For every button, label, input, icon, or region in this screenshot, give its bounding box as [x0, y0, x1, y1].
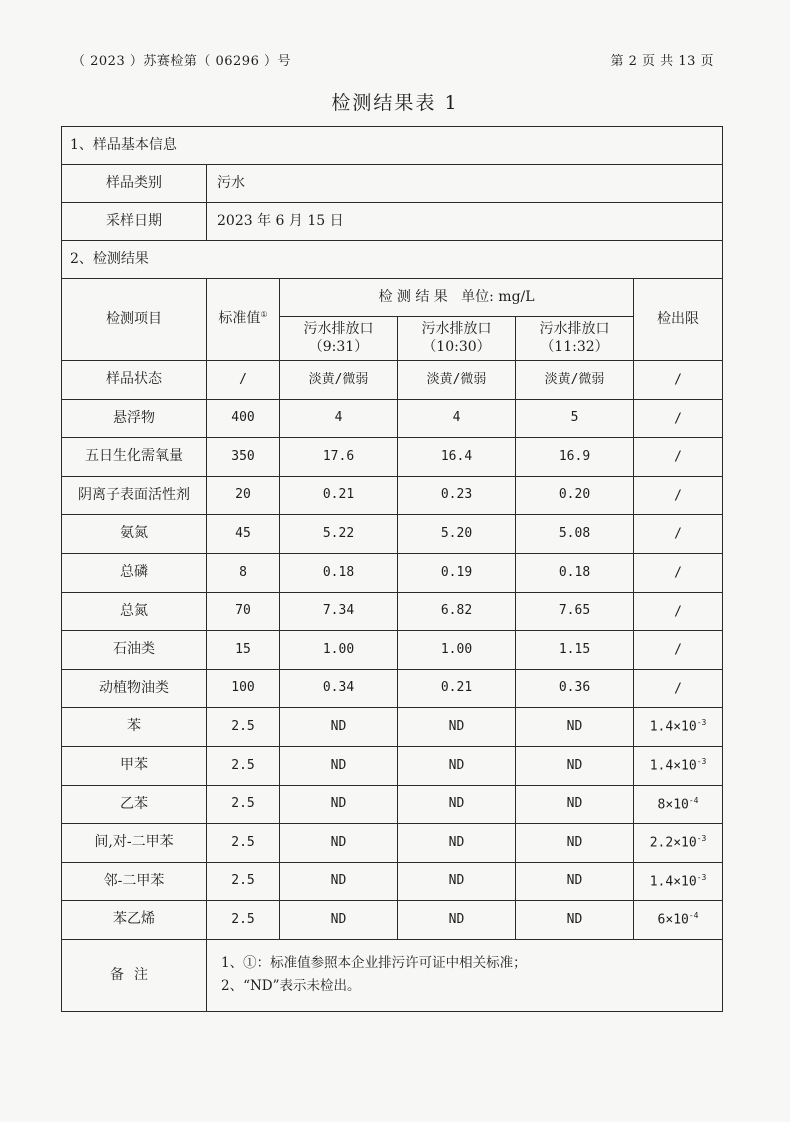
- remarks-label: 备注: [62, 939, 207, 1011]
- detection-limit: /: [634, 438, 723, 477]
- result-value-1: 7.34: [280, 592, 398, 631]
- section2-heading-row: [62, 241, 723, 279]
- footnote-mark: ①: [260, 310, 268, 320]
- remarks-notes: [207, 939, 723, 1011]
- standard-value: 70: [207, 592, 280, 631]
- result-row: [62, 901, 723, 940]
- col-header-lod: 检出限: [634, 279, 723, 361]
- standard-value: 100: [207, 669, 280, 708]
- column-header-row: [62, 279, 723, 317]
- result-value-1: 17.6: [280, 438, 398, 477]
- result-value-3: ND: [516, 708, 634, 747]
- result-value-3: 0.20: [516, 476, 634, 515]
- standard-value: 2.5: [207, 901, 280, 940]
- detection-limit: /: [634, 631, 723, 670]
- item-name: 五日生化需氧量: [62, 438, 207, 477]
- result-row: [62, 631, 723, 670]
- standard-value: 2.5: [207, 746, 280, 785]
- result-value-1: ND: [280, 708, 398, 747]
- result-value-3: ND: [516, 785, 634, 824]
- result-row: [62, 476, 723, 515]
- standard-value: 15: [207, 631, 280, 670]
- result-value-3: 5: [516, 399, 634, 438]
- info-value: 2023 年 6 月 15 日: [207, 203, 723, 241]
- sample-col-header: 污水排放口 （10:30）: [398, 317, 516, 361]
- standard-value: 2.5: [207, 785, 280, 824]
- result-row: [62, 824, 723, 863]
- result-value-2: 1.00: [398, 631, 516, 670]
- result-value-2: ND: [398, 824, 516, 863]
- result-value-2: 0.21: [398, 669, 516, 708]
- item-name: 乙苯: [62, 785, 207, 824]
- section1-heading: 1、样品基本信息: [62, 127, 723, 165]
- standard-value: 400: [207, 399, 280, 438]
- item-name: 总氮: [62, 592, 207, 631]
- sample-col-header: 污水排放口 （9:31）: [280, 317, 398, 361]
- detection-limit: /: [634, 399, 723, 438]
- result-value-1: 0.18: [280, 553, 398, 592]
- detection-limit: /: [634, 592, 723, 631]
- result-value-2: 淡黄/微弱: [398, 361, 516, 400]
- info-row: [62, 203, 723, 241]
- detection-limit: $6\times 10^{-4}$: [634, 901, 723, 940]
- standard-value: /: [207, 361, 280, 400]
- detection-limit: /: [634, 476, 723, 515]
- item-name: 苯乙烯: [62, 901, 207, 940]
- result-value-3: 16.9: [516, 438, 634, 477]
- info-value: 污水: [207, 165, 723, 203]
- result-value-2: ND: [398, 785, 516, 824]
- result-value-1: ND: [280, 901, 398, 940]
- standard-value: 2.5: [207, 708, 280, 747]
- result-value-1: 0.21: [280, 476, 398, 515]
- result-value-3: ND: [516, 862, 634, 901]
- detection-limit: /: [634, 669, 723, 708]
- result-row: [62, 361, 723, 400]
- result-value-3: 0.18: [516, 553, 634, 592]
- result-row: [62, 438, 723, 477]
- results-table: [61, 126, 723, 1012]
- info-row: [62, 165, 723, 203]
- result-value-3: 5.08: [516, 515, 634, 554]
- result-value-1: ND: [280, 746, 398, 785]
- standard-value: 2.5: [207, 824, 280, 863]
- detection-limit: $1.4\times 10^{-3}$: [634, 746, 723, 785]
- result-value-2: ND: [398, 708, 516, 747]
- section2-heading: 2、检测结果: [62, 241, 723, 279]
- detection-limit: $2.2\times 10^{-3}$: [634, 824, 723, 863]
- result-value-1: ND: [280, 824, 398, 863]
- result-row: [62, 553, 723, 592]
- result-row: [62, 399, 723, 438]
- remarks-row: [62, 939, 723, 1011]
- result-value-2: 6.82: [398, 592, 516, 631]
- info-label: 样品类别: [62, 165, 207, 203]
- result-value-3: ND: [516, 824, 634, 863]
- result-value-1: 淡黄/微弱: [280, 361, 398, 400]
- standard-value: 45: [207, 515, 280, 554]
- item-name: 石油类: [62, 631, 207, 670]
- report-number: （ 2023 ）苏赛检第（ 06296 ）号: [72, 54, 291, 69]
- result-value-2: ND: [398, 862, 516, 901]
- detection-limit: /: [634, 553, 723, 592]
- standard-value: 2.5: [207, 862, 280, 901]
- result-value-2: ND: [398, 901, 516, 940]
- result-value-3: 1.15: [516, 631, 634, 670]
- result-value-2: 4: [398, 399, 516, 438]
- col-header-results: 检 测 结 果 单位: mg/L: [280, 279, 634, 317]
- item-name: 氨氮: [62, 515, 207, 554]
- result-value-2: 0.19: [398, 553, 516, 592]
- result-value-2: ND: [398, 746, 516, 785]
- page-title: 检测结果表 1: [331, 92, 459, 114]
- item-name: 动植物油类: [62, 669, 207, 708]
- detection-limit: $1.4\times 10^{-3}$: [634, 708, 723, 747]
- result-row: [62, 746, 723, 785]
- item-name: 总磷: [62, 553, 207, 592]
- result-row: [62, 862, 723, 901]
- detection-limit: $8\times 10^{-4}$: [634, 785, 723, 824]
- result-value-1: 5.22: [280, 515, 398, 554]
- remark-line: 1、①：标准值参照本企业排污许可证中相关标准；: [221, 955, 527, 972]
- page-number: 第 2 页 共 13 页: [610, 54, 714, 69]
- item-name: 苯: [62, 708, 207, 747]
- item-name: 邻-二甲苯: [62, 862, 207, 901]
- result-row: [62, 592, 723, 631]
- col-header-standard: 标准值①: [207, 279, 280, 361]
- result-value-2: 5.20: [398, 515, 516, 554]
- result-value-1: ND: [280, 862, 398, 901]
- item-name: 悬浮物: [62, 399, 207, 438]
- result-value-2: 16.4: [398, 438, 516, 477]
- detection-limit: /: [634, 515, 723, 554]
- standard-value: 350: [207, 438, 280, 477]
- section1-heading-row: [62, 127, 723, 165]
- item-name: 甲苯: [62, 746, 207, 785]
- item-name: 样品状态: [62, 361, 207, 400]
- standard-value: 8: [207, 553, 280, 592]
- result-value-3: ND: [516, 746, 634, 785]
- result-value-3: ND: [516, 901, 634, 940]
- item-name: 阴离子表面活性剂: [62, 476, 207, 515]
- result-value-1: 0.34: [280, 669, 398, 708]
- result-value-3: 0.36: [516, 669, 634, 708]
- standard-value: 20: [207, 476, 280, 515]
- result-value-3: 7.65: [516, 592, 634, 631]
- remark-line: 2、“ND”表示未检出。: [221, 978, 361, 995]
- result-value-2: 0.23: [398, 476, 516, 515]
- result-value-1: 1.00: [280, 631, 398, 670]
- col-header-item: 检测项目: [62, 279, 207, 361]
- info-label: 采样日期: [62, 203, 207, 241]
- result-row: [62, 669, 723, 708]
- detection-limit: /: [634, 361, 723, 400]
- result-row: [62, 515, 723, 554]
- result-value-3: 淡黄/微弱: [516, 361, 634, 400]
- sample-col-header: 污水排放口 （11:32）: [516, 317, 634, 361]
- item-name: 间,对-二甲苯: [62, 824, 207, 863]
- result-row: [62, 785, 723, 824]
- result-value-1: ND: [280, 785, 398, 824]
- detection-limit: $1.4\times 10^{-3}$: [634, 862, 723, 901]
- result-value-1: 4: [280, 399, 398, 438]
- result-row: [62, 708, 723, 747]
